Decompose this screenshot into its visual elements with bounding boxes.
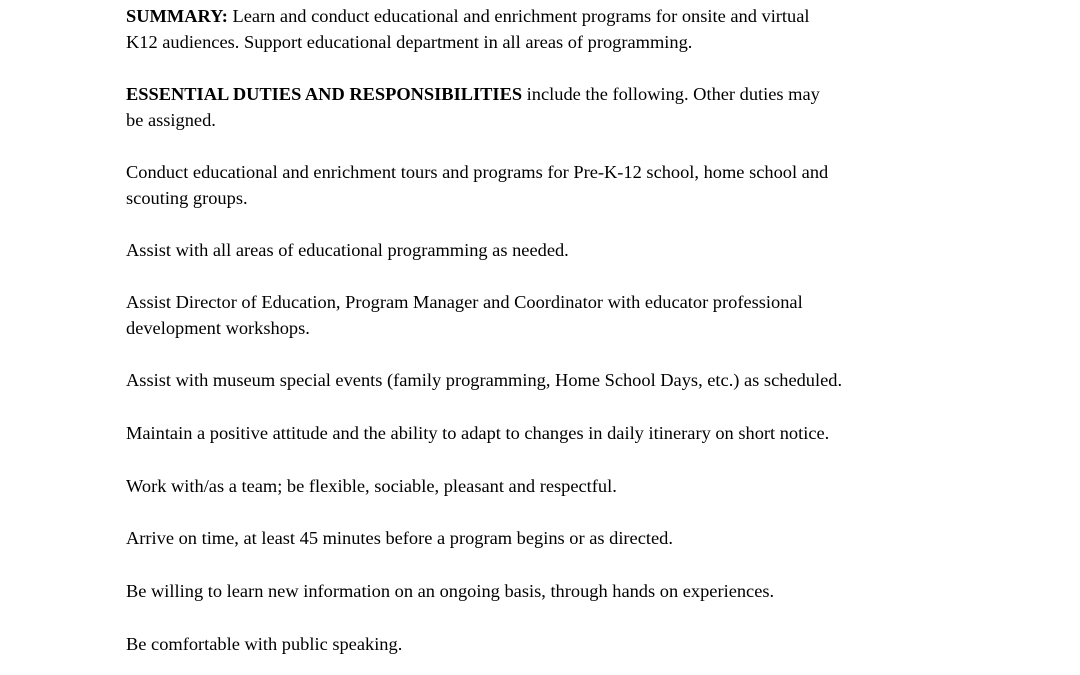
duty-item <box>126 237 986 263</box>
summary-text-2: K12 audiences. Support educational department in all areas of programming. <box>126 32 693 52</box>
duty-item <box>126 578 986 604</box>
duty-item <box>126 367 986 393</box>
duty-line-1: Be willing to learn new information on an ongoing basis, through hands on experiences. <box>126 581 775 601</box>
duty-line-1: Be comfortable with public speaking. <box>126 634 403 654</box>
summary-text-1: Learn and conduct educational and enrichment programs for onsite and virtual <box>227 6 810 26</box>
essential-line-1 <box>126 81 986 107</box>
duty-item <box>126 420 986 446</box>
duty-line-1: Work with/as a team; be flexible, sociable, pleasant and respectful. <box>126 476 617 496</box>
duty-line-2: scouting groups. <box>126 188 248 208</box>
summary-line-1 <box>126 3 986 29</box>
duty-item <box>126 289 986 341</box>
essential-text-1: include the following. Other duties may <box>522 84 820 104</box>
summary-label: SUMMARY: <box>126 6 228 26</box>
essential-duties-paragraph <box>126 81 986 133</box>
essential-duties-heading: ESSENTIAL DUTIES AND RESPONSIBILITIES <box>126 84 523 104</box>
duty-item <box>126 525 986 551</box>
duty-line-1: Assist with museum special events (family programming, Home School Days, etc.) as scheduled. <box>126 370 843 390</box>
duty-line-2: development workshops. <box>126 318 310 338</box>
duty-line-1: Conduct educational and enrichment tours and programs for Pre-K-12 school, home school and <box>126 162 829 182</box>
duty-line-1: Maintain a positive attitude and the ability to adapt to changes in daily itinerary on short notice. <box>126 423 830 443</box>
duty-line-1: Assist Director of Education, Program Manager and Coordinator with educator professional <box>126 292 803 312</box>
essential-text-2: be assigned. <box>126 110 216 130</box>
duty-item <box>126 631 986 657</box>
duty-line-1: Assist with all areas of educational programming as needed. <box>126 240 569 260</box>
duty-line-1: Arrive on time, at least 45 minutes before a program begins or as directed. <box>126 528 673 548</box>
duty-item <box>126 473 986 499</box>
duty-item <box>126 159 986 211</box>
summary-paragraph <box>126 3 986 55</box>
